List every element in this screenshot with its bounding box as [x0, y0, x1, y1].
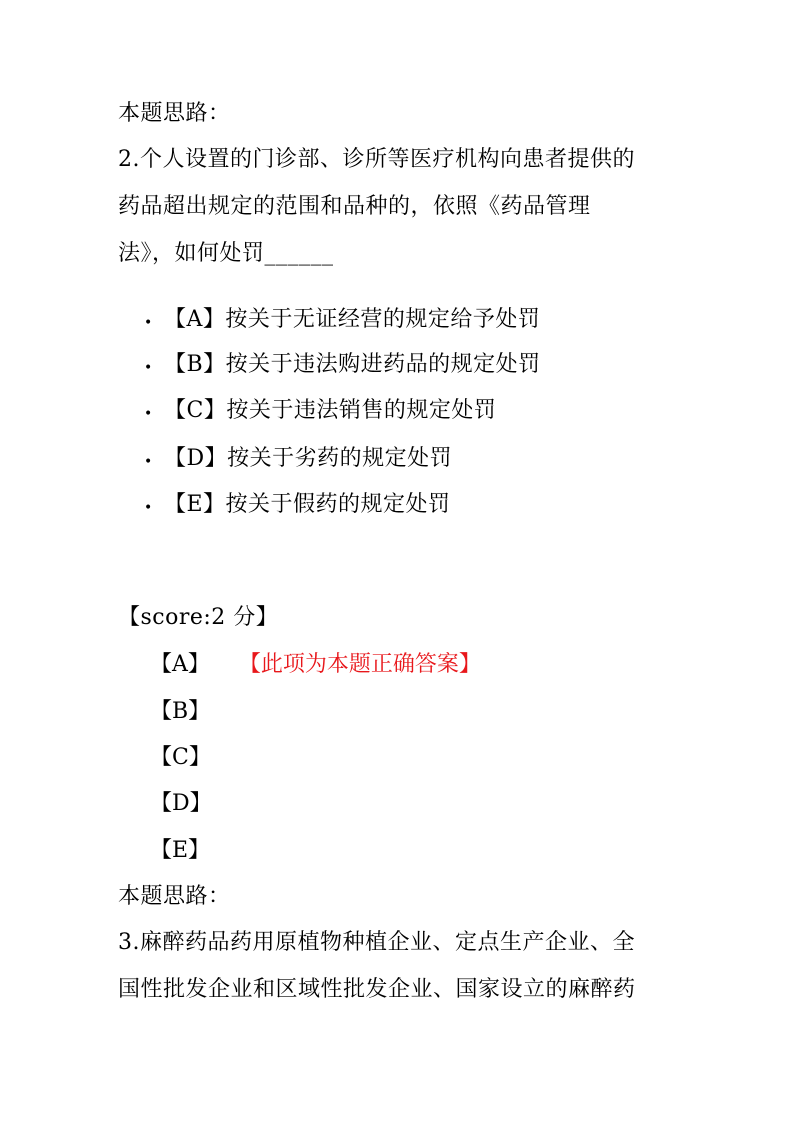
bullet: • — [144, 315, 153, 331]
question-2-line-1: 2.个人设置的门诊部、诊所等医疗机构向患者提供的 — [118, 147, 635, 172]
option-e — [144, 490, 451, 520]
option-c — [144, 396, 496, 426]
option-d — [144, 444, 452, 474]
reasoning-label: 本题思路： — [118, 884, 231, 909]
option-b — [144, 350, 541, 380]
score-label: 【score:2 分】 — [118, 605, 279, 630]
answer-e: 【E】 — [150, 838, 211, 863]
correct-answer-note: 【此项为本题正确答案】 — [249, 652, 481, 677]
prev-reasoning-label: 本题思路： — [118, 101, 231, 126]
bullet: • — [144, 406, 153, 422]
option-b-text: 【B】按关于违法购进药品的规定处罚 — [164, 352, 541, 377]
question-3-line-1: 3.麻醉药品药用原植物种植企业、定点生产企业、全 — [118, 930, 635, 955]
bullet: • — [144, 500, 153, 516]
bullet: • — [144, 454, 153, 470]
option-e-text: 【E】按关于假药的规定处罚 — [164, 492, 451, 517]
option-a-text: 【A】按关于无证经营的规定给予处罚 — [164, 307, 541, 332]
answer-c: 【C】 — [150, 745, 211, 770]
option-d-text: 【D】按关于劣药的规定处罚 — [164, 446, 453, 471]
answer-a-label: 【A】 — [150, 652, 210, 677]
option-a — [144, 305, 540, 335]
question-2-line-3: 法》，如何处罚______ — [118, 241, 334, 266]
answer-a — [150, 650, 481, 680]
bullet: • — [144, 360, 153, 376]
question-2-line-2: 药品超出规定的范围和品种的，依照《药品管理 — [118, 194, 591, 219]
option-c-text: 【C】按关于违法销售的规定处罚 — [164, 398, 497, 423]
answer-d: 【D】 — [150, 791, 212, 816]
question-3-line-2: 国性批发企业和区域性批发企业、国家设立的麻醉药 — [118, 977, 636, 1002]
answer-b: 【B】 — [150, 699, 211, 724]
